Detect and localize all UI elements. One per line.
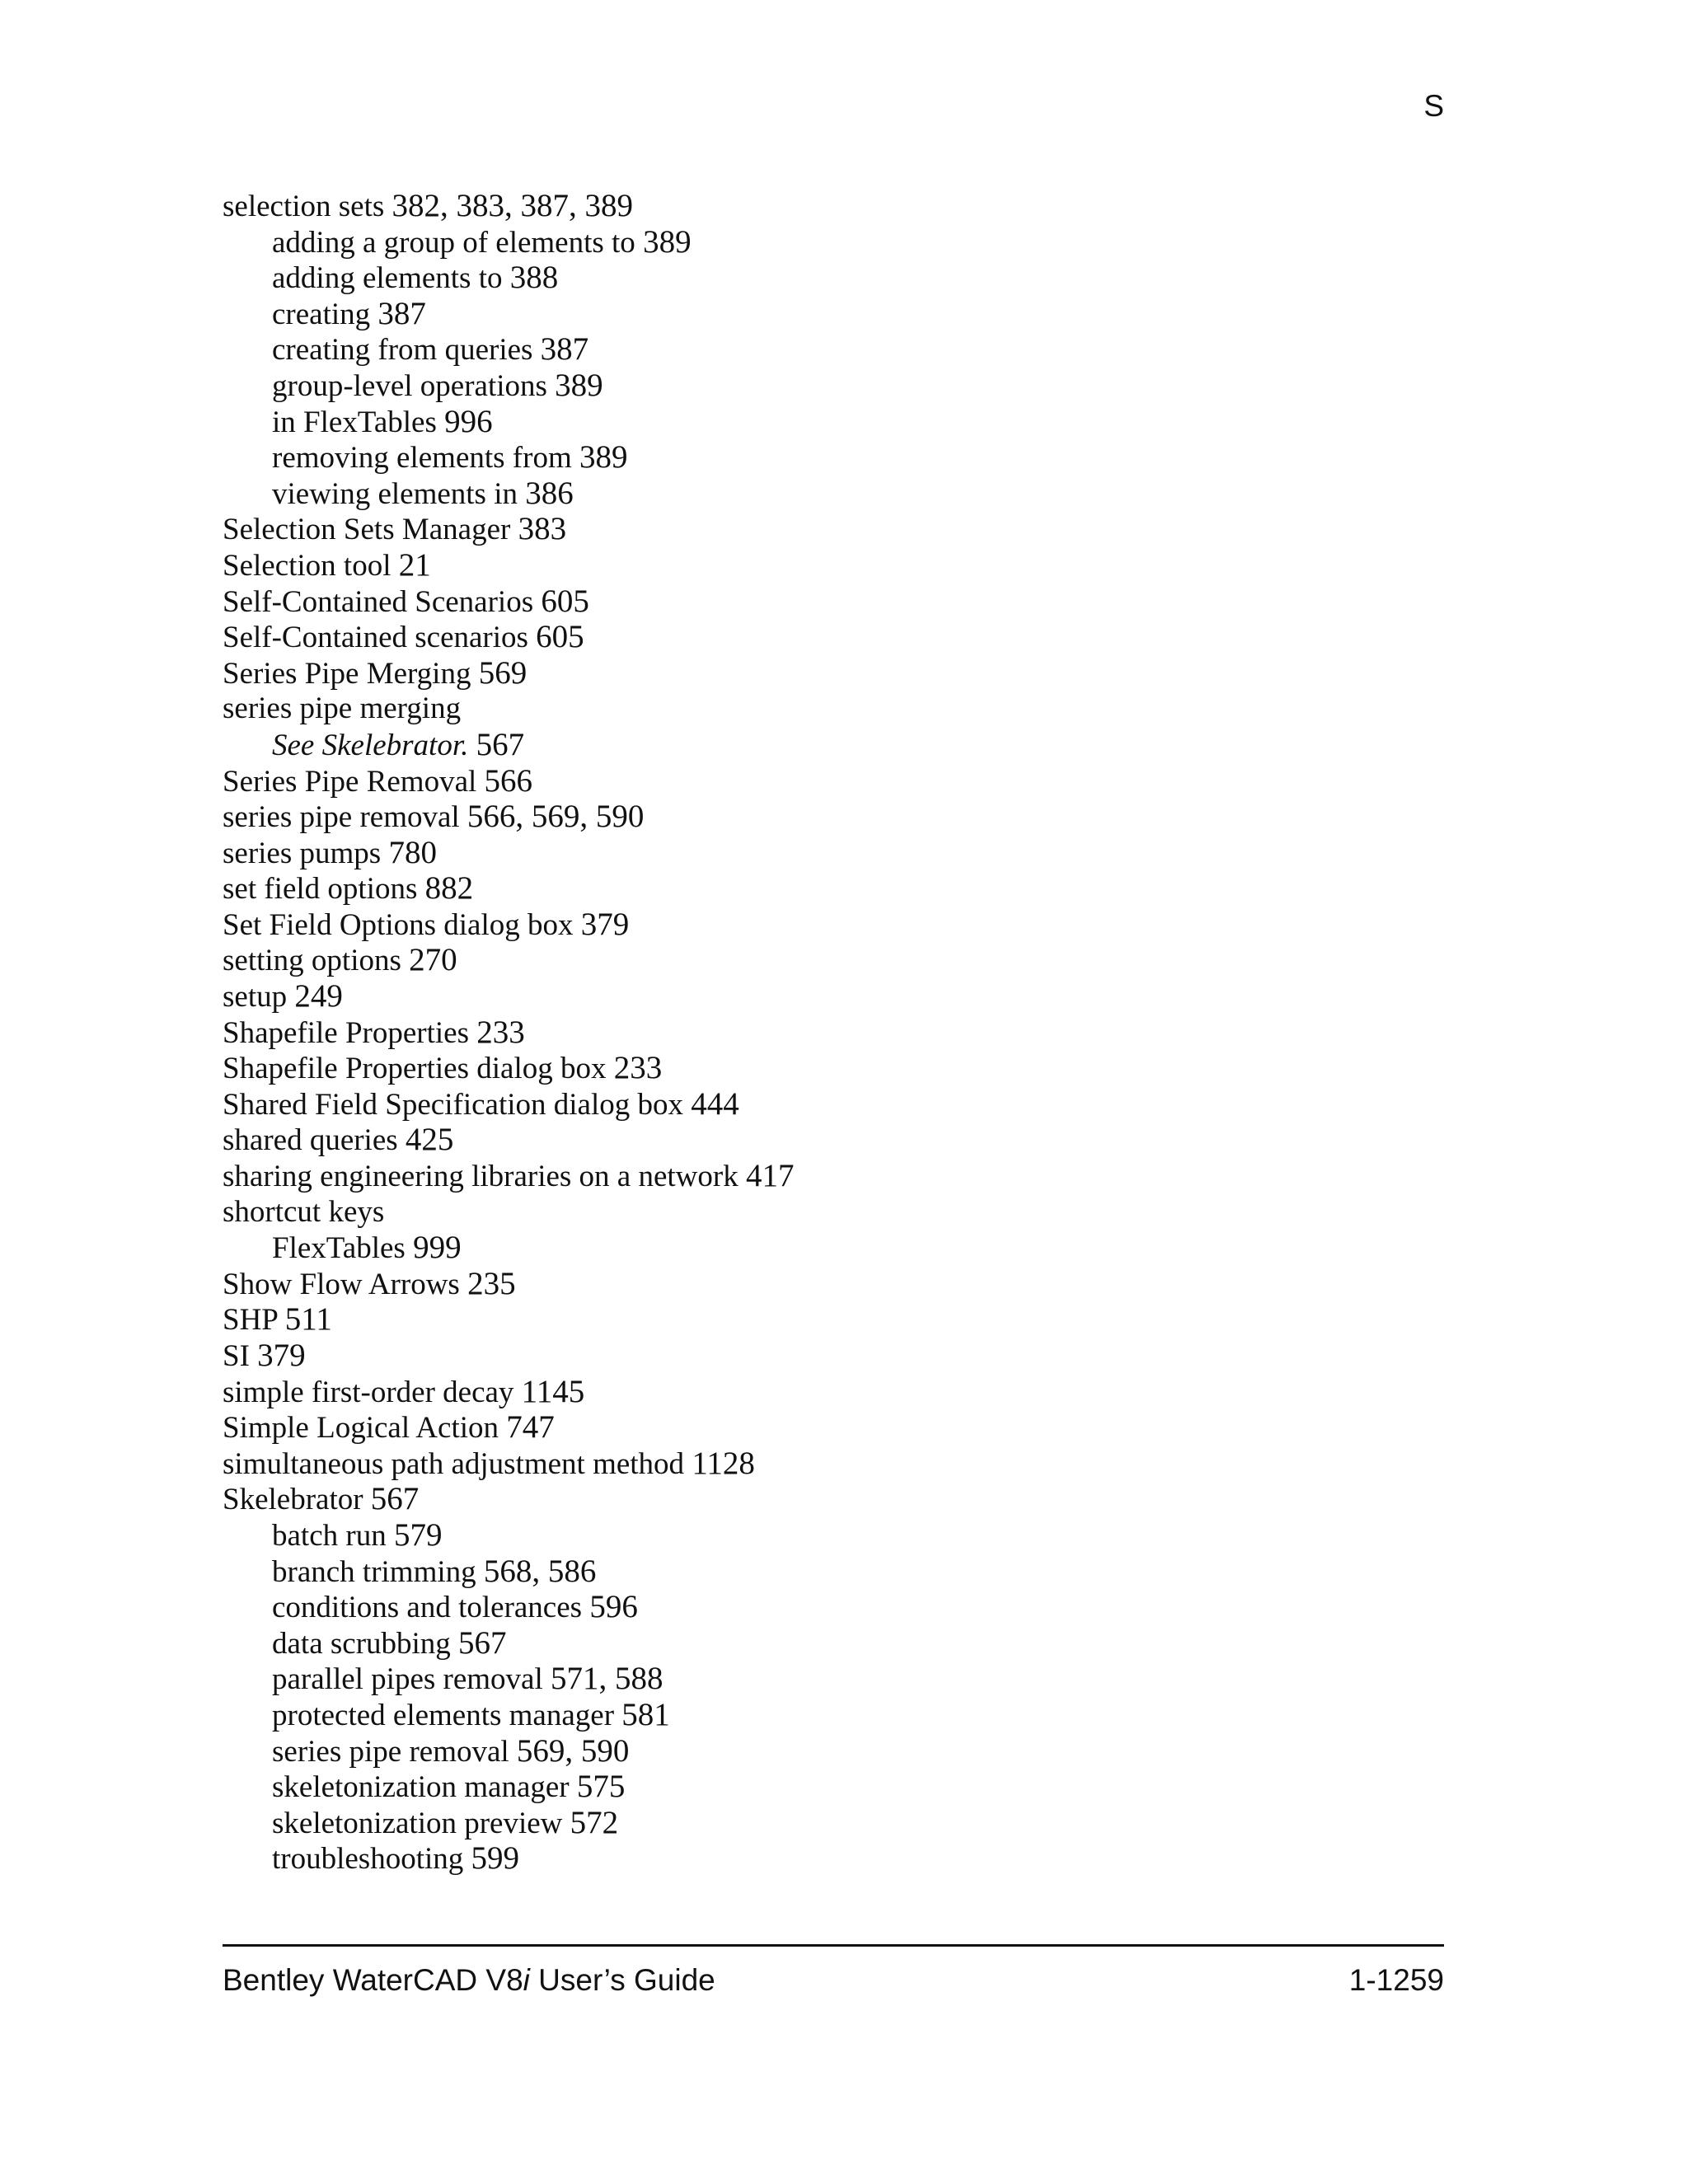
index-term: set field options [223,872,418,907]
index-subentry [223,1840,1459,1877]
index-term: setting options [223,944,401,978]
index-subentry [223,1625,1459,1661]
index-entry [223,1158,1459,1194]
index-term: series pipe removal [223,800,460,835]
page-references: 235 [467,1265,516,1301]
index-term: Series Pipe Removal [223,764,477,799]
index-term: shortcut keys [223,1194,385,1229]
page-references: 511 [284,1301,332,1338]
page-references: 249 [294,978,343,1015]
index-subentry [223,727,1459,763]
index-subentry [223,476,1459,512]
page-references: 425 [405,1122,454,1158]
index-entry [223,188,1459,224]
page-references: 387 [377,295,426,331]
index-term: selection sets [223,190,385,223]
index-entry [223,835,1459,871]
index-entry [223,942,1459,978]
page-references: 572 [570,1804,619,1840]
page-references: 605 [541,583,589,619]
index-term: adding a group of elements to [272,225,635,260]
page-references: 567 [458,1624,507,1661]
page-references: 605 [536,619,584,655]
index-subentry [223,260,1459,296]
footer-page-number: 1-1259 [1348,1963,1444,1997]
index-term: Series Pipe Merging [223,656,471,691]
index-term: series pumps [223,836,382,870]
index-term: series pipe merging [223,691,462,726]
index-term: data scrubbing [272,1626,451,1661]
index-subentry [223,1554,1459,1590]
index-term: removing elements from [272,441,572,476]
index-term: parallel pipes removal [272,1662,543,1697]
index-term: Self-Contained Scenarios [223,584,534,619]
index-term: setup [223,980,288,1015]
index-term: shared queries [223,1123,398,1158]
index-term: in FlexTables [272,405,437,439]
index-entry [223,691,1459,727]
index-entry [223,978,1459,1015]
index-entry [223,1409,1459,1446]
index-entry [223,1266,1459,1302]
index-term: Set Field Options dialog box [223,907,574,942]
page-references: 747 [506,1409,555,1446]
page-references: 566 [484,762,533,799]
index-term: Skelebrator [223,1483,363,1517]
index-term: conditions and tolerances [272,1591,583,1625]
page-references: 389 [643,223,692,260]
index-subentry [223,368,1459,404]
page-references: 996 [444,403,493,439]
index-subentry [223,296,1459,332]
index-subentry [223,404,1459,440]
index-term: Selection Sets Manager [223,513,511,547]
page-references: 569 [478,654,528,691]
index-subentry [223,1661,1459,1697]
index-term: simple first-order decay [223,1375,514,1409]
index-entry [223,1374,1459,1410]
index-term: Shared Field Specification dialog box [223,1087,683,1122]
index-term: SHP [223,1303,278,1338]
index-term: Selection tool [223,548,392,583]
footer-divider [223,1944,1444,1947]
page-references: 1145 [521,1373,585,1409]
page-references: 567 [370,1481,420,1517]
page-references: 579 [393,1516,443,1553]
section-letter: S [1423,89,1444,123]
page-references: 417 [745,1158,795,1194]
page-references: 1128 [692,1445,755,1481]
index-term: batch run [272,1518,387,1553]
index-entry [223,1050,1459,1086]
page-references: 569, 590 [516,1732,630,1769]
page-references: 388 [509,260,559,296]
page-references: 444 [691,1085,739,1122]
page-references: 382, 383, 387, 389 [392,188,634,223]
index-subentry [223,224,1459,260]
index-entry [223,1122,1459,1158]
index-term: SI [223,1339,250,1373]
page-references: 599 [471,1840,520,1877]
index-term: adding elements to [272,261,503,296]
index-list [223,188,1459,1877]
page-references: 389 [579,439,628,476]
index-entry [223,1301,1459,1338]
index-entry [223,655,1459,691]
page-references: 581 [621,1696,670,1732]
page-references: 389 [555,367,603,403]
index-subentry [223,1697,1459,1733]
page-references: 233 [613,1050,663,1086]
page-references: 233 [476,1014,525,1050]
footer-book-title [223,1963,715,1998]
index-entry [223,1481,1459,1517]
index-term: protected elements manager [272,1698,615,1732]
index-term: troubleshooting [272,1842,464,1877]
index-term: Self-Contained scenarios [223,621,528,655]
index-entry [223,547,1459,583]
index-term: Shapefile Properties dialog box [223,1052,607,1086]
page-references: 270 [409,942,457,978]
index-entry [223,511,1459,547]
page-references: 379 [257,1338,306,1373]
page-references: 596 [589,1589,638,1625]
index-entry [223,870,1459,907]
index-subentry [223,439,1459,476]
index-entry [223,907,1459,943]
footer-title-suffix: User’s Guide [529,1963,715,1997]
index-term: sharing engineering libraries on a network [223,1160,738,1194]
index-entry [223,799,1459,835]
index-subentry [223,1589,1459,1625]
index-subentry [223,1517,1459,1554]
page-references: 575 [576,1769,626,1805]
index-term: creating from queries [272,333,533,368]
index-subentry [223,1733,1459,1769]
page-references: 566, 569, 590 [467,799,645,835]
index-entry [223,763,1459,799]
index-entry [223,1338,1459,1374]
index-entry [223,1086,1459,1122]
footer-title-prefix: Bentley WaterCAD V8 [223,1963,523,1997]
index-term: skeletonization manager [272,1770,570,1805]
page-references: 571, 588 [551,1661,663,1697]
page-references: 379 [580,906,630,942]
page-references: 999 [413,1230,462,1266]
index-term: viewing elements in [272,476,518,511]
page-references: 386 [525,475,574,511]
index-entry [223,583,1459,620]
page-references: 882 [424,870,474,907]
index-entry [223,619,1459,655]
index-entry [223,1015,1459,1051]
index-term: simultaneous path adjustment method [223,1446,685,1481]
index-term: branch trimming [272,1554,476,1589]
see-reference: See Skelebrator. [272,728,469,762]
index-term: FlexTables [272,1231,406,1266]
index-term: Shapefile Properties [223,1015,469,1050]
page-references: 21 [398,546,431,583]
page-references: 780 [388,834,437,870]
page-references: 383 [518,511,567,547]
index-subentry [223,1230,1459,1266]
index-entry [223,1446,1459,1482]
page-references: 387 [540,331,589,368]
index-term: skeletonization preview [272,1806,563,1840]
page-references: 567 [476,726,525,762]
index-term: creating [272,297,371,331]
page-references: 568, 586 [483,1553,597,1589]
index-term: group-level operations [272,368,547,403]
index-term: series pipe removal [272,1734,509,1769]
index-term: Show Flow Arrows [223,1267,460,1301]
index-term: Simple Logical Action [223,1411,499,1446]
index-subentry [223,1769,1459,1805]
index-subentry [223,1805,1459,1841]
footer-title-italic: i [523,1963,530,1997]
index-entry [223,1194,1459,1230]
index-subentry [223,331,1459,368]
